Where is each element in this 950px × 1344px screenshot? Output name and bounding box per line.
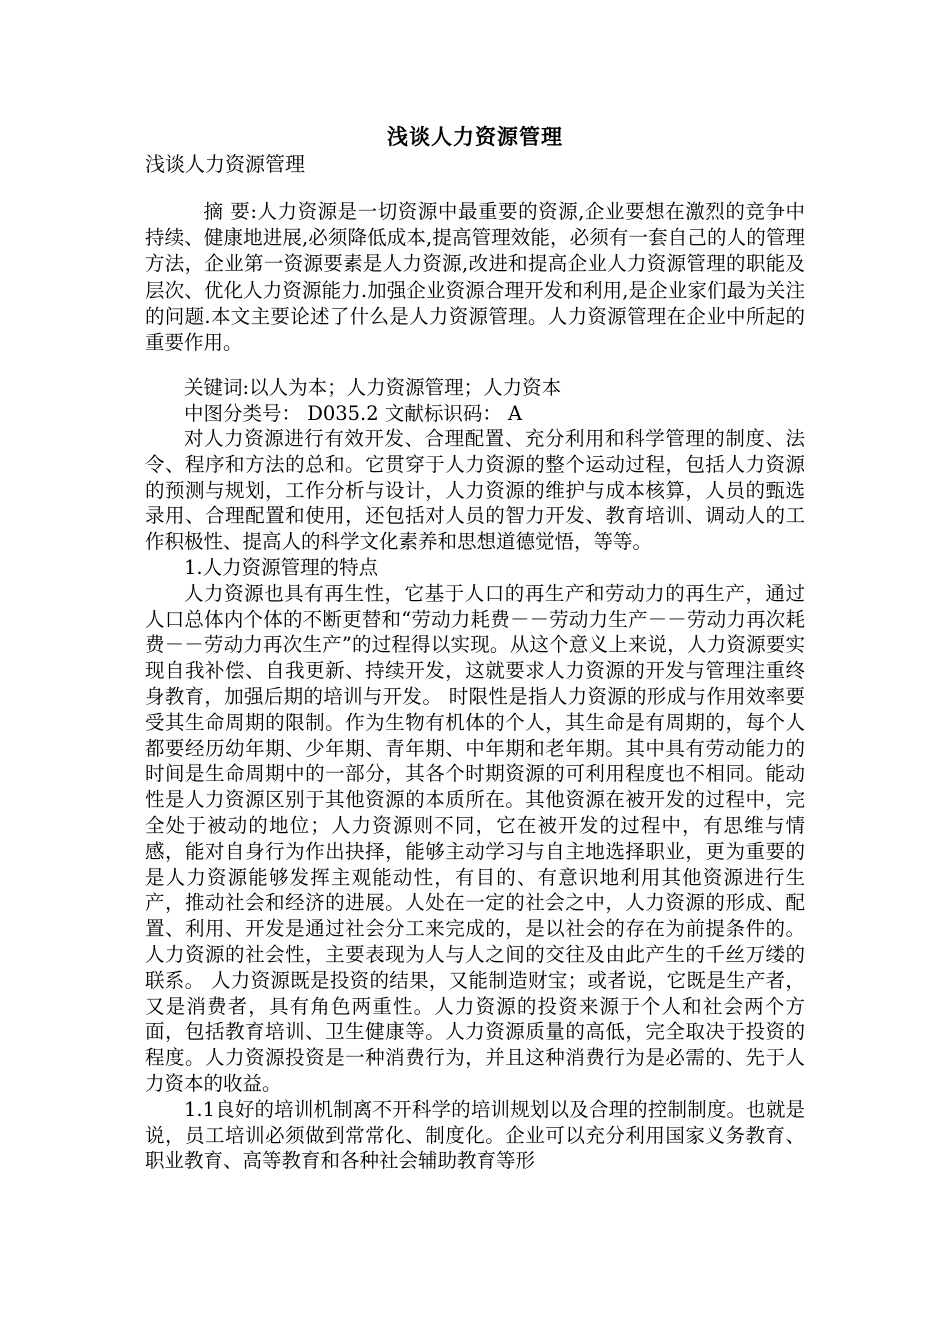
metadata-section (145, 375, 805, 426)
body-paragraph: 1.1良好的培训机制离不开科学的培训规划以及合理的控制制度。也就是说，员工培训必须做到常常化、制度化。企业可以充分利用国家义务教育、职业教育、高等教育和各种社会辅助教育等形 (145, 1097, 805, 1173)
keywords-line: 关键词:以人为本；人力资源管理；人力资本 (184, 376, 562, 399)
abstract-section (145, 199, 805, 356)
document-subtitle: 浅谈人力资源管理 (145, 152, 305, 176)
classification-line: 中图分类号： D035.2 文献标识码： A (184, 401, 523, 425)
abstract-paragraph: 摘 要:人力资源是一切资源中最重要的资源,企业要想在激烈的竞争中持续、健康地进展,必须降低成本,提高管理效能，必须有一套自己的人的管理方法，企业第一资源要素是人力资源,改进和提高企业人力资源管理的职能及层次、优化人力资源能力.加强企业资源合理开发和利用,是企业家们最为关注的问题.本文主要论述了什么是人力资源管理。人力资源管理在企业中所起的重要作用。 (145, 200, 805, 355)
body-paragraph: 对人力资源进行有效开发、合理配置、充分利用和科学管理的制度、法令、程序和方法的总和。它贯穿于人力资源的整个运动过程，包括人力资源的预测与规划，工作分析与设计，人力资源的维护与成本核算，人员的甄选录用、合理配置和使用，还包括对人员的智力开发、教育培训、调动人的工作积极性、提高人的科学文化素养和思想道德觉悟，等等。 (145, 427, 805, 554)
section-heading: 1.人力资源管理的特点 (184, 555, 379, 579)
document-title: 浅谈人力资源管理 (387, 124, 563, 149)
body-paragraph: 人力资源也具有再生性，它基于人口的再生产和劳动力的再生产，通过人口总体内个体的不断更替和“劳动力耗费－－劳动力生产－－劳动力再次耗费－－劳动力再次生产”的过程得以实现。从这个意义上来说，人力资源要实现自我补偿、自我更新、持续开发，这就要求人力资源的开发与管理注重终身教育，加强后期的培训与开发。 时限性是指人力资源的形成与作用效率要受其生命周期的限制。作为生物有机体的个人，其生命是有周期的，每个人都要经历幼年期、少年期、青年期、中年期和老年期。其中具有劳动能力的时间是生命周期中的一部分，其各个时期资源的可利用程度也不相同。能动性是人力资源区别于其他资源的本质所在。其他资源在被开发的过程中，完全处于被动的地位；人力资源则不同，它在被开发的过程中，有思维与情感，能对自身行为作出抉择，能够主动学习与自主地选择职业，更为重要的是人力资源能够发挥主观能动性，有目的、有意识地利用其他资源进行生产，推动社会和经济的进展。人处在一定的社会之中，人力资源的形成、配置、利用、开发是通过社会分工来完成的，是以社会的存在为前提条件的。人力资源的社会性，主要表现为人与人之间的交往及由此产生的千丝万缕的联系。 人力资源既是投资的结果，又能制造财宝；或者说，它既是生产者，又是消费者，具有角色两重性。人力资源的投资来源于个人和社会两个方面，包括教育培训、卫生健康等。人力资源质量的高低，完全取决于投资的程度。人力资源投资是一种消费行为，并且这种消费行为是必需的、先于人力资本的收益。 (145, 581, 805, 1095)
main-body (145, 426, 805, 1174)
